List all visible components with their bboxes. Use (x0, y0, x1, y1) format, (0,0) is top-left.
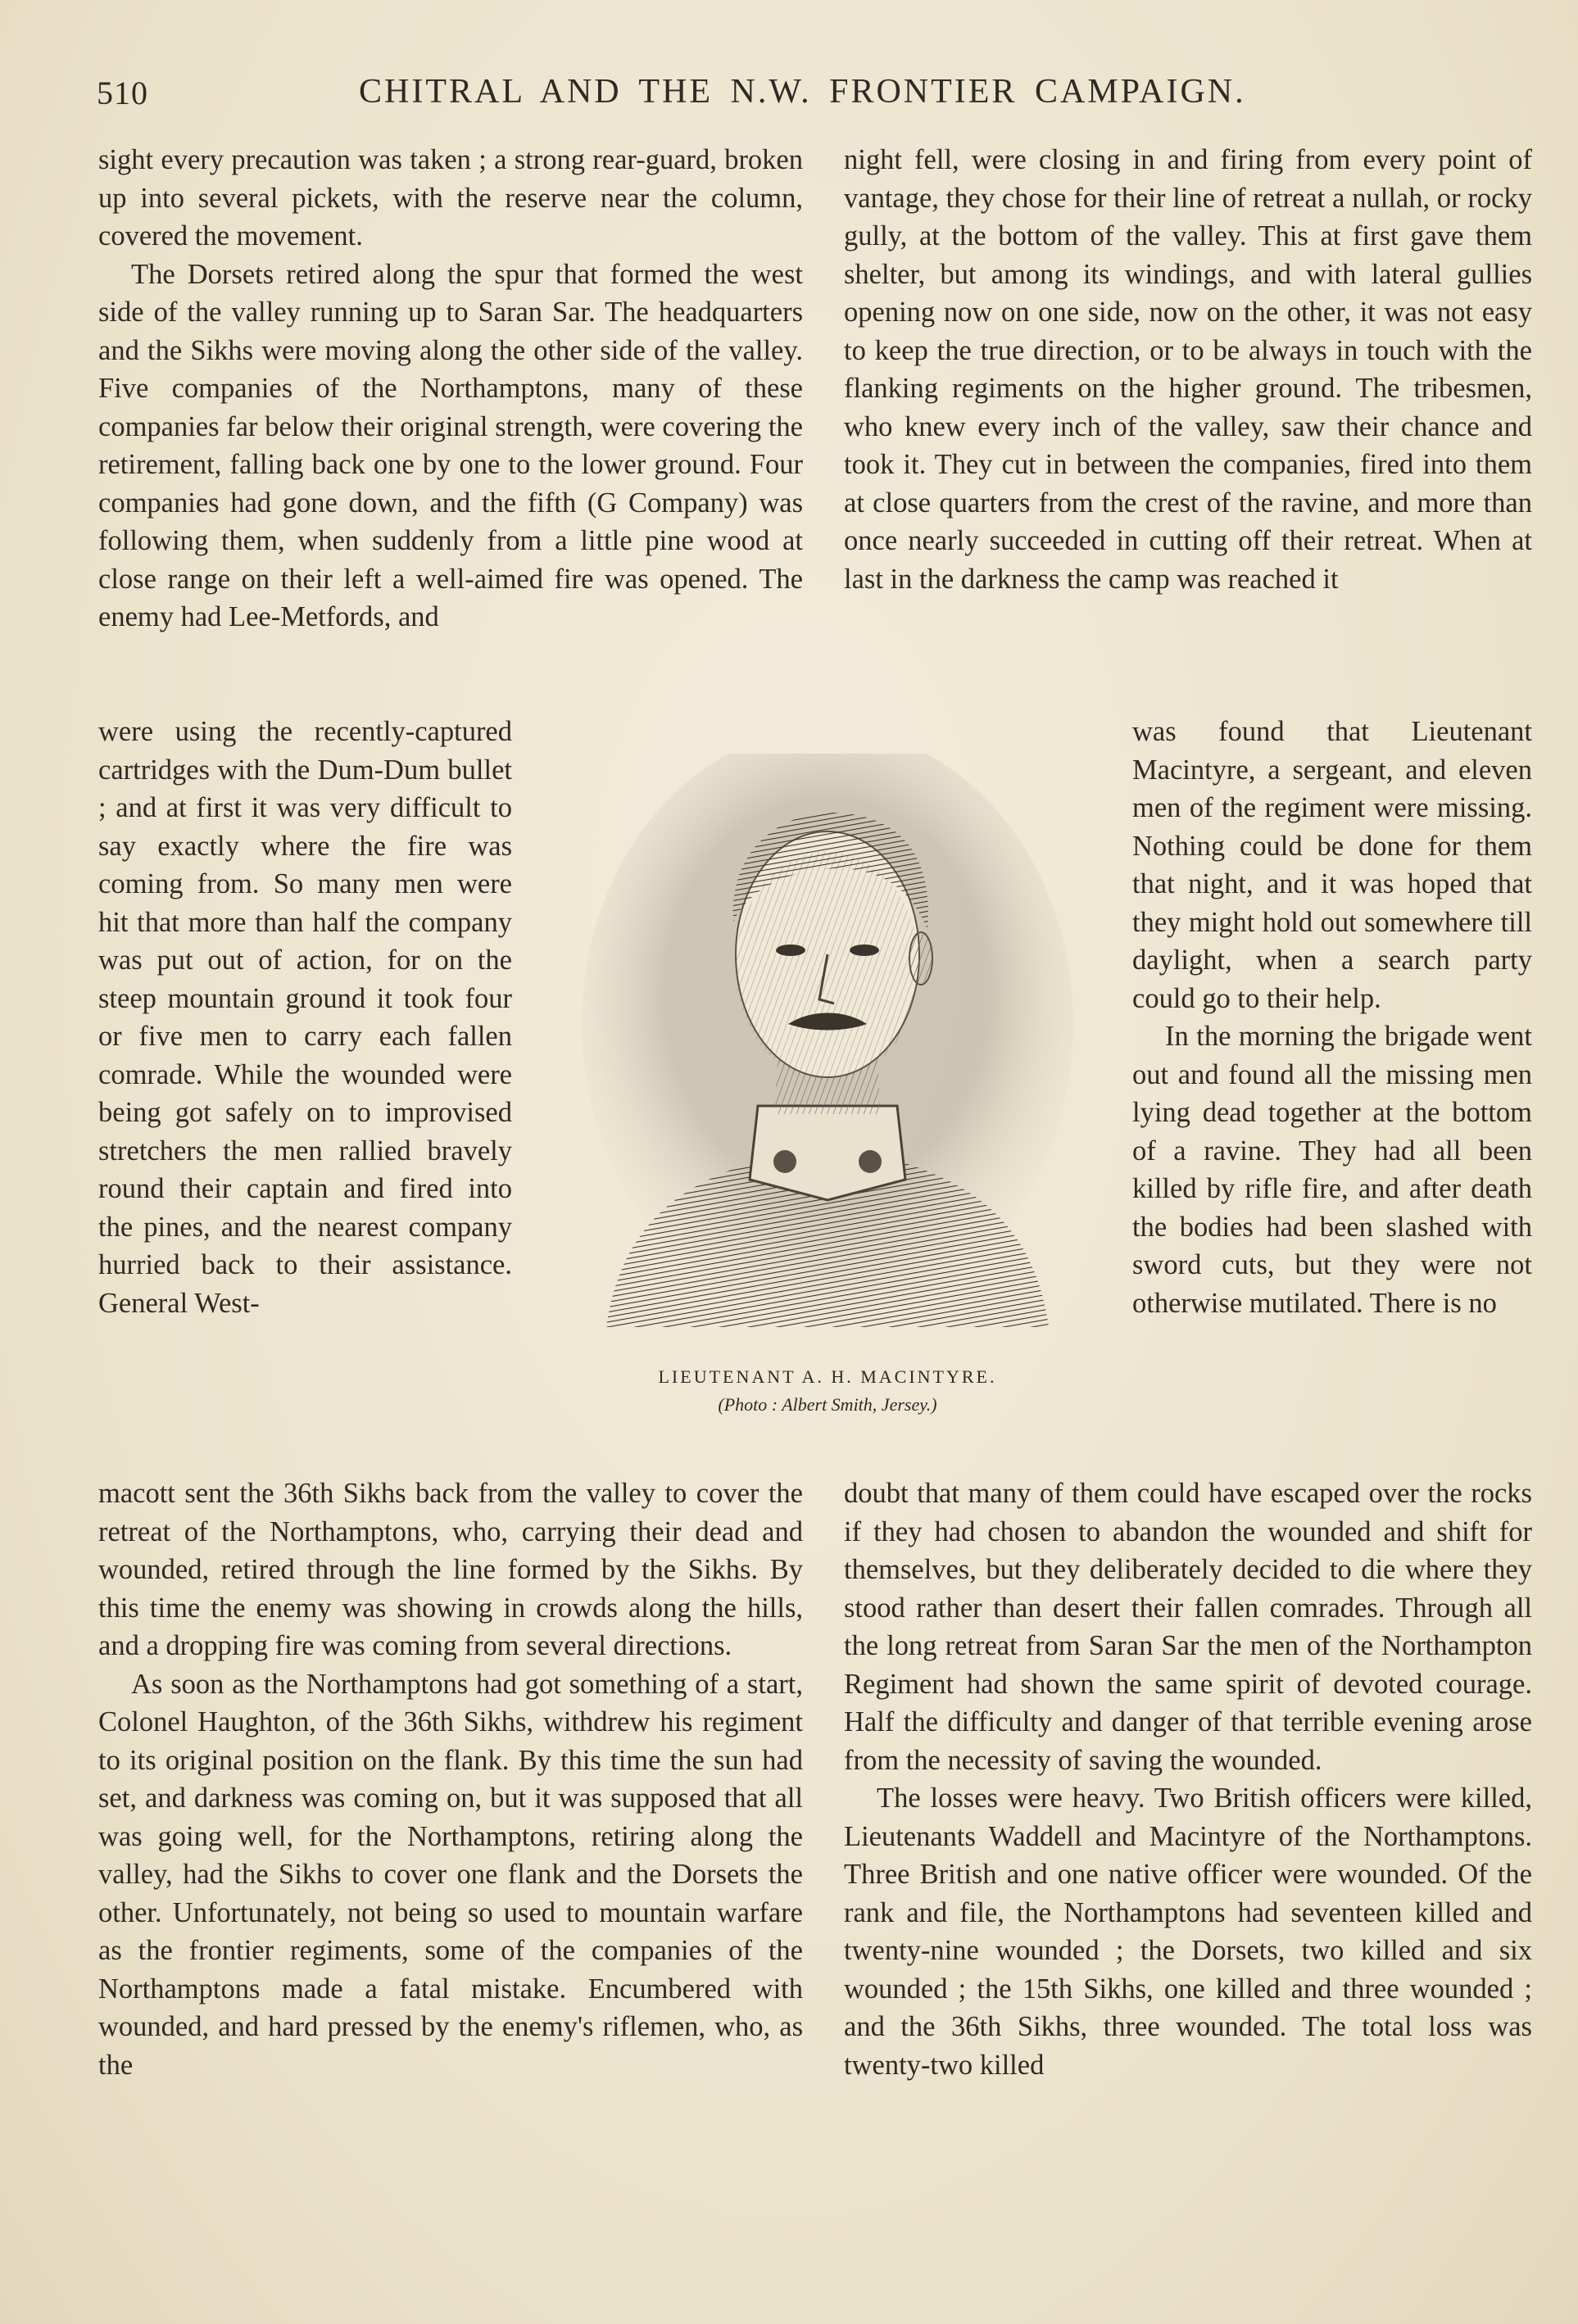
photo-credit: (Photo : Albert Smith, Jersey.) (718, 1394, 937, 1415)
left-column-wrap (98, 713, 512, 1322)
page-number: 510 (97, 75, 148, 111)
left-column-top (98, 141, 803, 636)
left-column-bottom (98, 1475, 803, 2084)
page-header (97, 67, 1529, 116)
paragraph: As soon as the Northamptons had got something of a start, Colonel Haughton, of the 36th Sikhs, withdrew his regiment to its original position on the flank. By this time the sun had set, and darkness was coming on, but it was supposed that all was going well, for the Northamptons, retiring along the valley, had the Sikhs to cover one flank and the Dorsets the other. Unfortunately, not being so used to mountain warfare as the frontier regiments, some of the companies of the Northamptons made a fatal mistake. Encumbered with wounded, and hard pressed by the enemy's riflemen, who, as the (98, 1668, 803, 2081)
paragraph: The losses were heavy. Two British officers were killed, Lieutenants Waddell and Macintyre of the Northamptons. Three British and one native officer were wounded. Of the rank and file, the Northamptons had seventeen killed and twenty-nine wounded ; the Dorsets, two killed and six wounded ; the 15th Sikhs, one killed and three wounded ; and the 36th Sikhs, three wounded. The total loss was twenty-two killed (844, 1783, 1532, 2081)
paragraph: The Dorsets retired along the spur that formed the west side of the valley running up to Saran Sar. The headquarters and the Sikhs were moving along the other side of the valley. Five companies of the Northamptons, many of these companies far below their original strength, were covering the retirement, falling back one by one to the lower ground. Four companies had gone down, and the fifth (G Company) was following them, when suddenly from a little pine wood at close range on their left a well-aimed fire was opened. The enemy had Lee-Metfords, and (98, 258, 803, 632)
paragraph: was found that Lieutenant Macintyre, a sergeant, and eleven men of the regiment were missing. Nothing could be done for them that night, and it was hoped that they might hold out somewhere till daylight, when a search party could go to their help. (1132, 716, 1532, 1014)
figure-caption (574, 1366, 1081, 1416)
running-title: CHITRAL AND THE N.W. FRONTIER CAMPAIGN. (359, 73, 1246, 111)
paragraph: were using the recently-captured cartridges with the Dum-Dum bullet ; and at first it was very difficult to say exactly where the fire was coming from. So many men were hit that more than half the company was put out of action, for on the steep mountain ground it took four or five men to carry each fallen comrade. While the wounded were being got safely on to improvised stretchers the men rallied bravely round their captain and fired into the pines, and the nearest company hurried back to their assistance. General West- (98, 716, 512, 1319)
caption-title: LIEUTENANT A. H. MACINTYRE. (658, 1366, 997, 1387)
paragraph: In the morning the brigade went out and found all the missing men lying dead together at the bottom of a ravine. They had all been killed by rifle fire, and after death the bodies had been slashed with sword cuts, but they were not otherwise mutilated. There is no (1132, 1021, 1532, 1319)
right-column-top (844, 141, 1532, 598)
portrait-engraving (574, 754, 1081, 1343)
right-column-bottom (844, 1475, 1532, 2084)
paragraph: night fell, were closing in and firing from every point of vantage, they chose for their line of retreat a nullah, or rocky gully, at the bottom of the valley. This at first gave them shelter, but among its windings, and with lateral gullies opening now on one side, now on the other, it was not easy to keep the true direction, or to be always in touch with the flanking regiments on the higher ground. The tribesmen, who knew every inch of the valley, saw their chance and took it. They cut in between the companies, fired into them at close quarters from the crest of the ravine, and more than once nearly succeeded in cutting off their retreat. When at last in the darkness the camp was reached it (844, 144, 1532, 595)
paragraph: sight every precaution was taken ; a strong rear-guard, broken up into several pickets, with the reserve near the column, covered the movement. (98, 144, 803, 251)
paragraph: doubt that many of them could have escaped over the rocks if they had chosen to abandon the wounded and shift for themselves, but they deliberately decided to die where they stood rather than desert their fallen comrades. Through all the long retreat from Saran Sar the men of the Northampton Regiment had shown the same spirit of devoted courage. Half the difficulty and danger of that terrible evening arose from the necessity of saving the wounded. (844, 1478, 1532, 1776)
paragraph: macott sent the 36th Sikhs back from the valley to cover the retreat of the Northamptons, who, carrying their dead and wounded, retired through the line formed by the Sikhs. By this time the enemy was showing in crowds along the hills, and a dropping fire was coming from several directions. (98, 1478, 803, 1661)
right-column-wrap (1132, 713, 1532, 1322)
